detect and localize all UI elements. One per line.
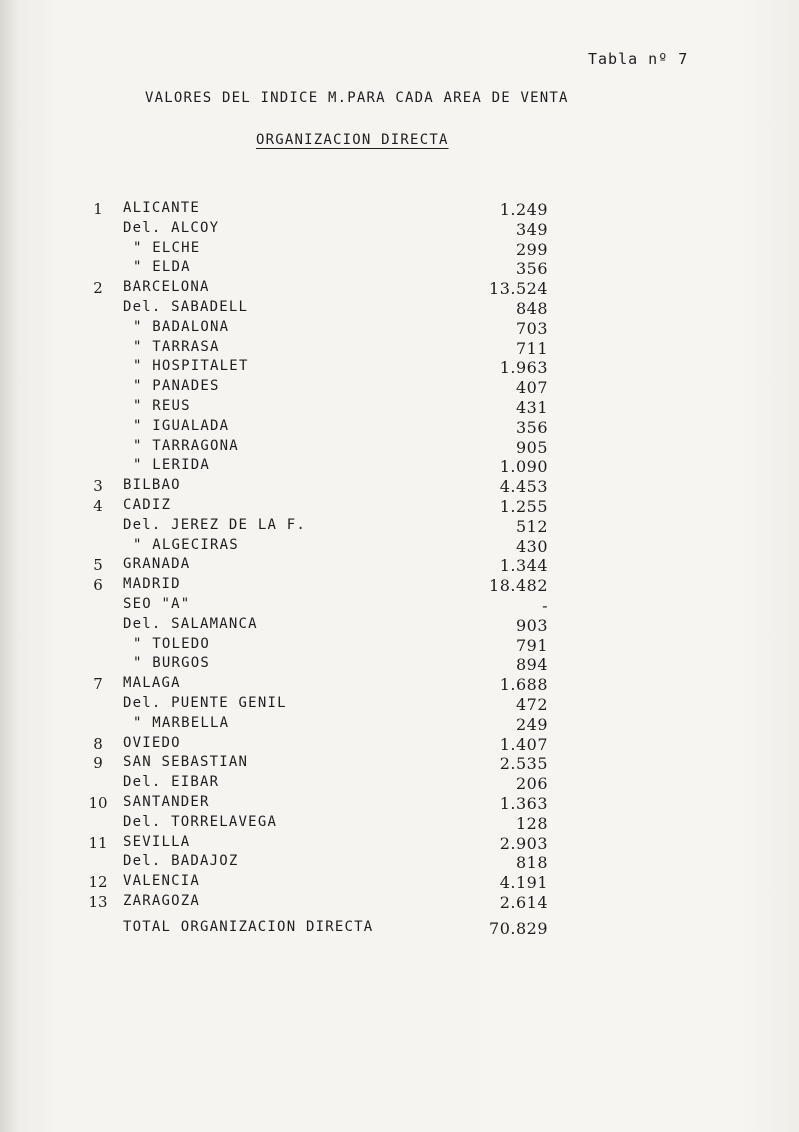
area-name: [123, 675, 181, 691]
delegation-prefix: Del.: [123, 219, 162, 236]
table-row: [0, 517, 799, 537]
area-name: [133, 319, 229, 335]
index-value: 703: [515, 318, 548, 338]
area-name: [133, 636, 210, 652]
index-value: -: [542, 595, 548, 615]
area-label: IGUALADA: [152, 417, 230, 434]
index-value: 472: [515, 694, 548, 714]
area-label: TARRAGONA: [152, 437, 239, 454]
table-row: [0, 398, 799, 418]
area-name: [133, 240, 200, 256]
area-label: ELCHE: [152, 239, 201, 256]
area-name: [123, 893, 200, 909]
table-row: [0, 358, 799, 378]
index-value: 249: [515, 714, 548, 734]
row-number: 2: [93, 279, 103, 298]
table-row: [0, 200, 799, 220]
row-number: 6: [93, 576, 103, 595]
area-name: [123, 774, 219, 790]
area-label: SANTANDER: [123, 793, 210, 810]
area-name: [123, 576, 181, 592]
index-value: 4.191: [499, 873, 548, 893]
index-value: 4.453: [499, 477, 548, 497]
index-value: 18.482: [489, 576, 548, 596]
delegation-prefix: Del.: [123, 853, 162, 870]
table-row: [0, 834, 799, 854]
table-row: [0, 893, 799, 913]
area-name: [123, 279, 210, 295]
table-row: [0, 418, 799, 438]
area-label: TORRELAVEGA: [171, 813, 278, 830]
ditto-mark: ": [133, 378, 143, 395]
area-label: PANADES: [152, 378, 220, 395]
area-name: [123, 299, 248, 315]
area-name: [123, 200, 200, 216]
area-label: GRANADA: [123, 556, 191, 573]
sales-area-table: [0, 200, 799, 938]
index-value: 407: [515, 378, 548, 398]
row-number: 12: [88, 873, 108, 892]
area-label: REUS: [152, 397, 191, 414]
index-value: 349: [515, 219, 548, 239]
area-name: [123, 556, 190, 572]
area-name: [123, 794, 210, 810]
index-value: 1.255: [499, 496, 548, 516]
area-label: JEREZ DE LA F.: [171, 516, 306, 533]
area-name: [123, 477, 181, 493]
area-name: [123, 596, 190, 612]
index-value: 903: [515, 615, 548, 635]
row-number: 4: [93, 496, 103, 515]
area-label: BILBAO: [123, 477, 181, 494]
table-row: [0, 814, 799, 834]
area-label: BARCELONA: [123, 279, 210, 296]
area-label: SABADELL: [171, 298, 249, 315]
ditto-mark: ": [133, 635, 143, 652]
table-row: [0, 873, 799, 893]
table-row: [0, 438, 799, 458]
area-name: [133, 378, 220, 394]
table-row: [0, 655, 799, 675]
area-name: [123, 834, 190, 850]
area-name: [133, 418, 229, 434]
area-name: [123, 616, 258, 632]
area-label: MALAGA: [123, 675, 181, 692]
area-name: [133, 398, 191, 414]
index-value: 128: [515, 813, 548, 833]
index-value: 299: [515, 239, 548, 259]
total-label: TOTAL ORGANIZACION DIRECTA: [123, 918, 374, 935]
row-number: 7: [93, 675, 103, 694]
index-value: 791: [515, 635, 548, 655]
ditto-mark: ": [133, 318, 143, 335]
ditto-mark: ": [133, 259, 143, 276]
area-label: SAN SEBASTIAN: [123, 754, 249, 771]
index-value: 1.363: [499, 793, 548, 813]
index-value: 13.524: [489, 279, 548, 299]
ditto-mark: ": [133, 417, 143, 434]
area-label: ALICANTE: [123, 200, 201, 216]
table-row: [0, 537, 799, 557]
ditto-mark: ": [133, 239, 143, 256]
delegation-prefix: Del.: [123, 694, 162, 711]
delegation-prefix: Del.: [123, 774, 162, 791]
table-row: [0, 378, 799, 398]
ditto-mark: ": [133, 437, 143, 454]
area-name: [123, 814, 277, 830]
ditto-mark: ": [133, 457, 143, 474]
area-label: CADIZ: [123, 496, 172, 513]
row-number: 10: [88, 793, 108, 812]
delegation-prefix: Del.: [123, 298, 162, 315]
table-row: [0, 556, 799, 576]
area-label: EIBAR: [171, 774, 220, 791]
table-row: [0, 596, 799, 616]
area-label: PUENTE GENIL: [171, 694, 287, 711]
area-label: ALCOY: [171, 219, 220, 236]
ditto-mark: ": [133, 714, 143, 731]
ditto-mark: ": [133, 397, 143, 414]
index-value: 2.535: [499, 754, 548, 774]
page-title: VALORES DEL INDICE M.PARA CADA AREA DE VENTA: [145, 90, 569, 106]
area-label: SEVILLA: [123, 833, 191, 850]
index-value: 711: [515, 338, 548, 358]
row-number: 1: [93, 200, 103, 218]
ditto-mark: ": [133, 358, 143, 375]
table-row: [0, 715, 799, 735]
area-label: BADALONA: [152, 318, 230, 335]
area-name: [133, 715, 229, 731]
area-name: [133, 438, 239, 454]
row-number: 11: [88, 833, 108, 852]
table-row: [0, 616, 799, 636]
table-row: [0, 774, 799, 794]
total-row: [0, 919, 799, 939]
area-name: [133, 339, 220, 355]
table-row: [0, 754, 799, 774]
area-label: VALENCIA: [123, 873, 201, 890]
row-number: 5: [93, 556, 103, 575]
area-label: MADRID: [123, 576, 181, 593]
delegation-prefix: Del.: [123, 516, 162, 533]
table-row: [0, 279, 799, 299]
area-name: [133, 259, 191, 275]
table-row: [0, 299, 799, 319]
table-row: [0, 477, 799, 497]
table-row: [0, 794, 799, 814]
area-name: [123, 873, 200, 889]
area-label: BURGOS: [152, 655, 211, 672]
area-label: TARRASA: [152, 338, 220, 355]
index-value: 1.090: [499, 457, 548, 477]
index-value: 356: [515, 417, 548, 437]
index-value: 818: [515, 853, 548, 873]
table-number: Tabla nº 7: [588, 50, 689, 68]
area-label: LERIDA: [152, 457, 211, 474]
index-value: 1.688: [499, 675, 548, 695]
area-name: [123, 754, 248, 770]
area-name: [123, 517, 306, 533]
index-value: 1.249: [499, 200, 548, 219]
table-row: [0, 853, 799, 873]
index-value: 1.344: [499, 556, 548, 576]
index-value: 431: [515, 397, 548, 417]
row-number: 13: [88, 892, 108, 911]
table-row: [0, 636, 799, 656]
table-row: [0, 457, 799, 477]
index-value: 2.903: [499, 833, 548, 853]
index-value: 848: [515, 298, 548, 318]
index-value: 2.614: [499, 892, 548, 912]
index-value: 206: [515, 774, 548, 794]
index-value: 1.407: [499, 734, 548, 754]
table-row: [0, 675, 799, 695]
area-label: ZARAGOZA: [123, 892, 201, 909]
delegation-prefix: Del.: [123, 813, 162, 830]
delegation-prefix: Del.: [123, 615, 162, 632]
area-name: [123, 853, 239, 869]
area-label: SALAMANCA: [171, 615, 258, 632]
area-name: [123, 220, 219, 236]
ditto-mark: ": [133, 655, 143, 672]
index-value: 1.963: [499, 358, 548, 378]
area-label: MARBELLA: [152, 714, 230, 731]
section-subtitle: ORGANIZACION DIRECTA: [256, 132, 449, 148]
table-row: [0, 735, 799, 755]
index-value: 430: [515, 536, 548, 556]
index-value: 512: [515, 516, 548, 536]
area-label: OVIEDO: [123, 734, 181, 751]
area-label: TOLEDO: [152, 635, 211, 652]
table-row: [0, 220, 799, 240]
area-name: [133, 655, 210, 671]
area-label: BADAJOZ: [171, 853, 239, 870]
area-name: [133, 537, 239, 553]
row-number: 3: [93, 477, 103, 496]
index-value: 905: [515, 437, 548, 457]
table-row: [0, 259, 799, 279]
row-number: 9: [93, 754, 103, 773]
area-label: ELDA: [152, 259, 191, 276]
ditto-mark: ": [133, 338, 143, 355]
table-row: [0, 576, 799, 596]
row-number: 8: [93, 734, 103, 753]
area-name: [133, 358, 249, 374]
index-value: 356: [515, 259, 548, 279]
area-name: [123, 735, 181, 751]
table-row: [0, 339, 799, 359]
area-label: ALGECIRAS: [152, 536, 239, 553]
table-row: [0, 240, 799, 260]
table-row: [0, 319, 799, 339]
table-row: [0, 497, 799, 517]
area-label: HOSPITALET: [152, 358, 249, 375]
area-name: [123, 695, 287, 711]
area-label: SEO "A": [123, 595, 191, 612]
area-name: [123, 497, 171, 513]
total-value: 70.829: [489, 918, 548, 938]
area-name: [133, 457, 210, 473]
index-value: 894: [515, 655, 548, 675]
ditto-mark: ": [133, 536, 143, 553]
table-row: [0, 695, 799, 715]
